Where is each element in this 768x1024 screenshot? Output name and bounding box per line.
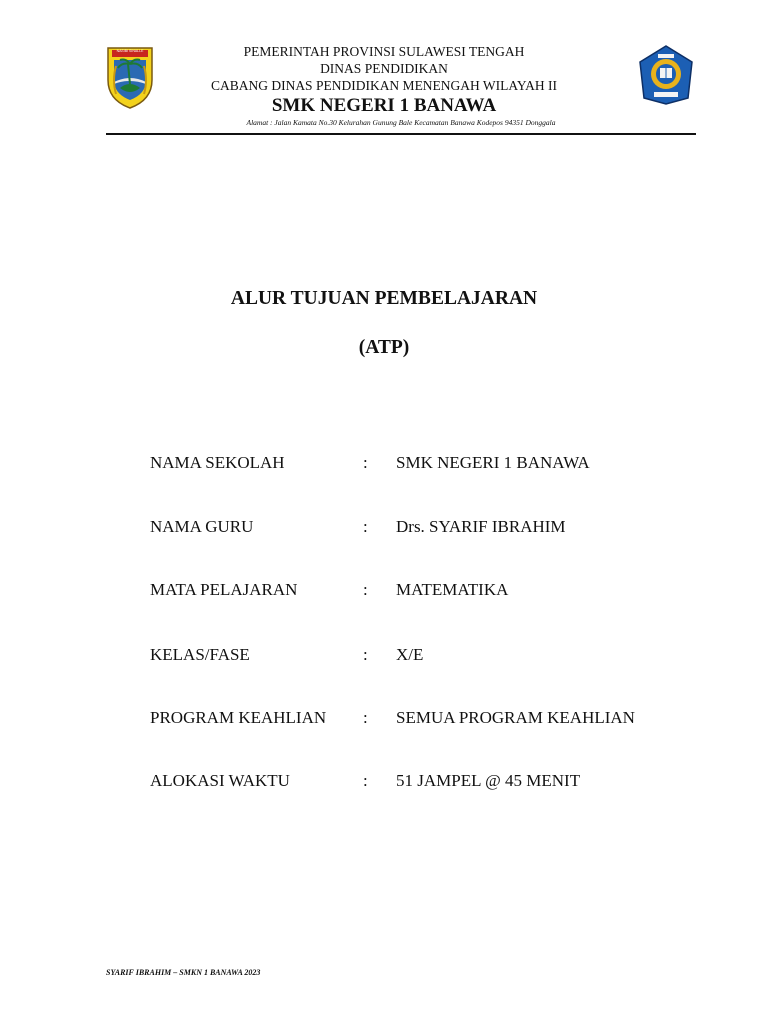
emblem-banner-text: NASIBI SINALLE [116, 49, 144, 53]
info-value-subject: MATEMATIKA [396, 580, 509, 599]
info-colon: : [363, 645, 368, 664]
info-colon: : [363, 771, 368, 790]
info-value-teacher: Drs. SYARIF IBRAHIM [396, 517, 566, 536]
header-government: PEMERINTAH PROVINSI SULAWESI TENGAH [243, 44, 525, 59]
info-label-class: KELAS/FASE [150, 645, 250, 664]
info-label-teacher: NAMA GURU [150, 517, 254, 536]
info-value-time: 51 JAMPEL @ 45 MENIT [396, 771, 581, 790]
info-colon: : [363, 517, 368, 536]
info-value-program: SEMUA PROGRAM KEAHLIAN [396, 708, 635, 727]
info-colon: : [363, 708, 368, 727]
document-subtitle: (ATP) [358, 337, 410, 358]
info-label-time: ALOKASI WAKTU [150, 771, 290, 790]
info-value-class: X/E [396, 645, 424, 664]
header-address: Alamat : Jalan Kamata No.30 Kelurahan Gunung Bale Kecamatan Banawa Kodepos 94351 Donggala [246, 118, 556, 127]
header-department: DINAS PENDIDIKAN [320, 61, 448, 76]
info-label-subject: MATA PELAJARAN [150, 580, 298, 599]
document-title: ALUR TUJUAN PEMBELAJARAN [230, 288, 538, 309]
header-school-name: SMK NEGERI 1 BANAWA [271, 95, 497, 116]
header-divider [106, 133, 696, 135]
info-colon: : [363, 580, 368, 599]
info-colon: : [363, 453, 368, 472]
info-label-school: NAMA SEKOLAH [150, 453, 285, 472]
header-branch: CABANG DINAS PENDIDIKAN MENENGAH WILAYAH II [210, 78, 558, 93]
info-label-program: PROGRAM KEAHLIAN [150, 708, 327, 727]
page-footer: SYARIF IBRAHIM – SMKN 1 BANAWA 2023 [106, 968, 261, 977]
info-value-school: SMK NEGERI 1 BANAWA [396, 453, 590, 472]
